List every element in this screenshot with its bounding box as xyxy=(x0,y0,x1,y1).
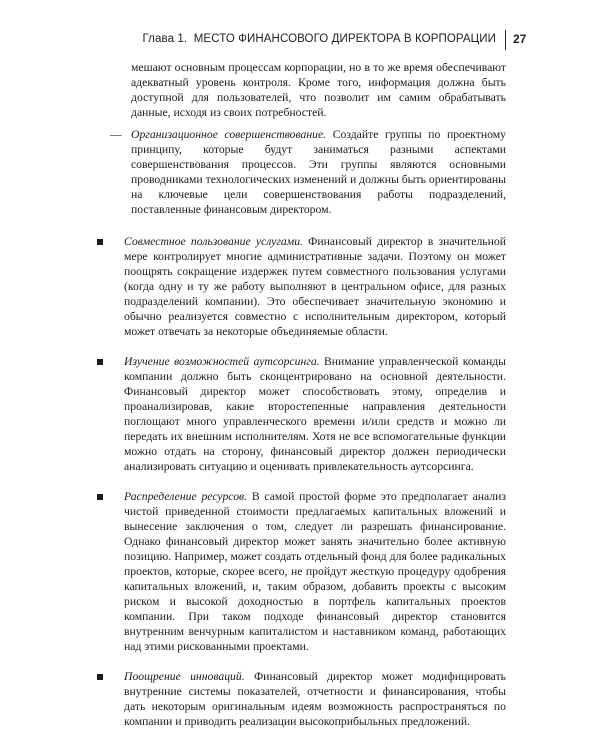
bullet-term: Поощрение инноваций. xyxy=(124,670,245,683)
chapter-title: МЕСТО ФИНАНСОВОГО ДИРЕКТОРА В КОРПОРАЦИИ xyxy=(193,33,496,45)
page-body xyxy=(110,60,506,729)
bullet-item-innovation xyxy=(124,669,506,729)
bullet-text: Финансовый директор может модифицировать внутренние системы показателей, отчетности и финансирования, чтобы дать некоторым оригинальным идеям возможность распространяться по компании и приводить реализации высокоприбыльных предложений. xyxy=(124,670,507,728)
chapter-label: Глава 1. xyxy=(142,33,188,45)
bullet-item-shared-services xyxy=(124,234,506,339)
bullet-item-outsourcing xyxy=(124,354,506,474)
continuation-paragraph: мешают основным процессам корпорации, но в то же время обеспечивают адекватный уровень контроля. Кроме того, информация должна быть доступной для пользователей, что позволит им самим обрабатывать данные, исходя из своих потребностей. xyxy=(131,61,506,119)
dash-item-text: Создайте группы по проектному принципу, которые будут заниматься разными аспектами совершенствования процессов. Эти группы являются основными проводниками технологических изменений и должны быть ориентированы на ключевые цели совершенствования работы подразделений, поставленные финансовым директором. xyxy=(131,128,506,216)
running-header xyxy=(0,30,600,52)
square-bullet-icon xyxy=(97,359,103,365)
square-bullet-icon xyxy=(97,239,103,245)
header-divider xyxy=(505,30,506,50)
bullet-term: Совместное пользование услугами. xyxy=(124,235,303,248)
bullet-term: Распределение ресурсов. xyxy=(124,490,248,503)
square-bullet-icon xyxy=(97,674,103,680)
bullet-text: Финансовый директор в значительной мере контролирует многие административные задачи. Поэтому он может поощрять сокращение издержек путем совместного пользования услугами (когда одну и ту же работу выполняют в центральном офисе, для разных подразделений компании). Это обеспечивает значительную экономию и обычно реализуется совместно с исполнительным директором, который может отвечать за некоторые объединяемые области. xyxy=(124,235,506,338)
dash-marker: — xyxy=(110,128,122,141)
bullet-term: Изучение возможностей аутсорсинга. xyxy=(124,355,320,368)
dash-item-term: Организационное совершенствование. xyxy=(131,128,327,141)
bullet-item-resource-allocation xyxy=(124,489,506,654)
bullet-text: Внимание управленческой команды компании должно быть сконцентрировано на основной деятельности. Финансовый директор может способствовать этому, определив и проанализировав, какие второстепенные направления деятельности поглощают много управленческого времени и/или средств и можно ли передать их внешним исполнителям. Хотя не все вспомогательные функции можно отдать на сторону, финансовый директор должен периодически анализировать ситуацию и оценивать привлекательность аутсорсинга. xyxy=(124,355,506,473)
page-number: 27 xyxy=(513,32,527,46)
dash-list-item xyxy=(110,127,506,217)
square-bullet-icon xyxy=(97,494,103,500)
running-header-title xyxy=(143,33,497,45)
bullet-text: В самой простой форме это предполагает анализ чистой приведенной стоимости предлагаемых капитальных вложений и вынесение заключения о том, следует ли разрешать финансирование. Однако финансовый директор может занять значительно более активную позицию. Например, может создать отдельный фонд для более радикальных проектов, которые, скорее всего, не пройдут жесткую процедуру одобрения капитальных вложений, и, таким образом, добавить проекты с высоким риском и высокой доходностью в портфель капитальных проектов компании. При таком подходе финансовый директор становится внутренним венчурным капиталистом и наставником команд, работающих над этими рискованными проектами. xyxy=(124,490,507,653)
